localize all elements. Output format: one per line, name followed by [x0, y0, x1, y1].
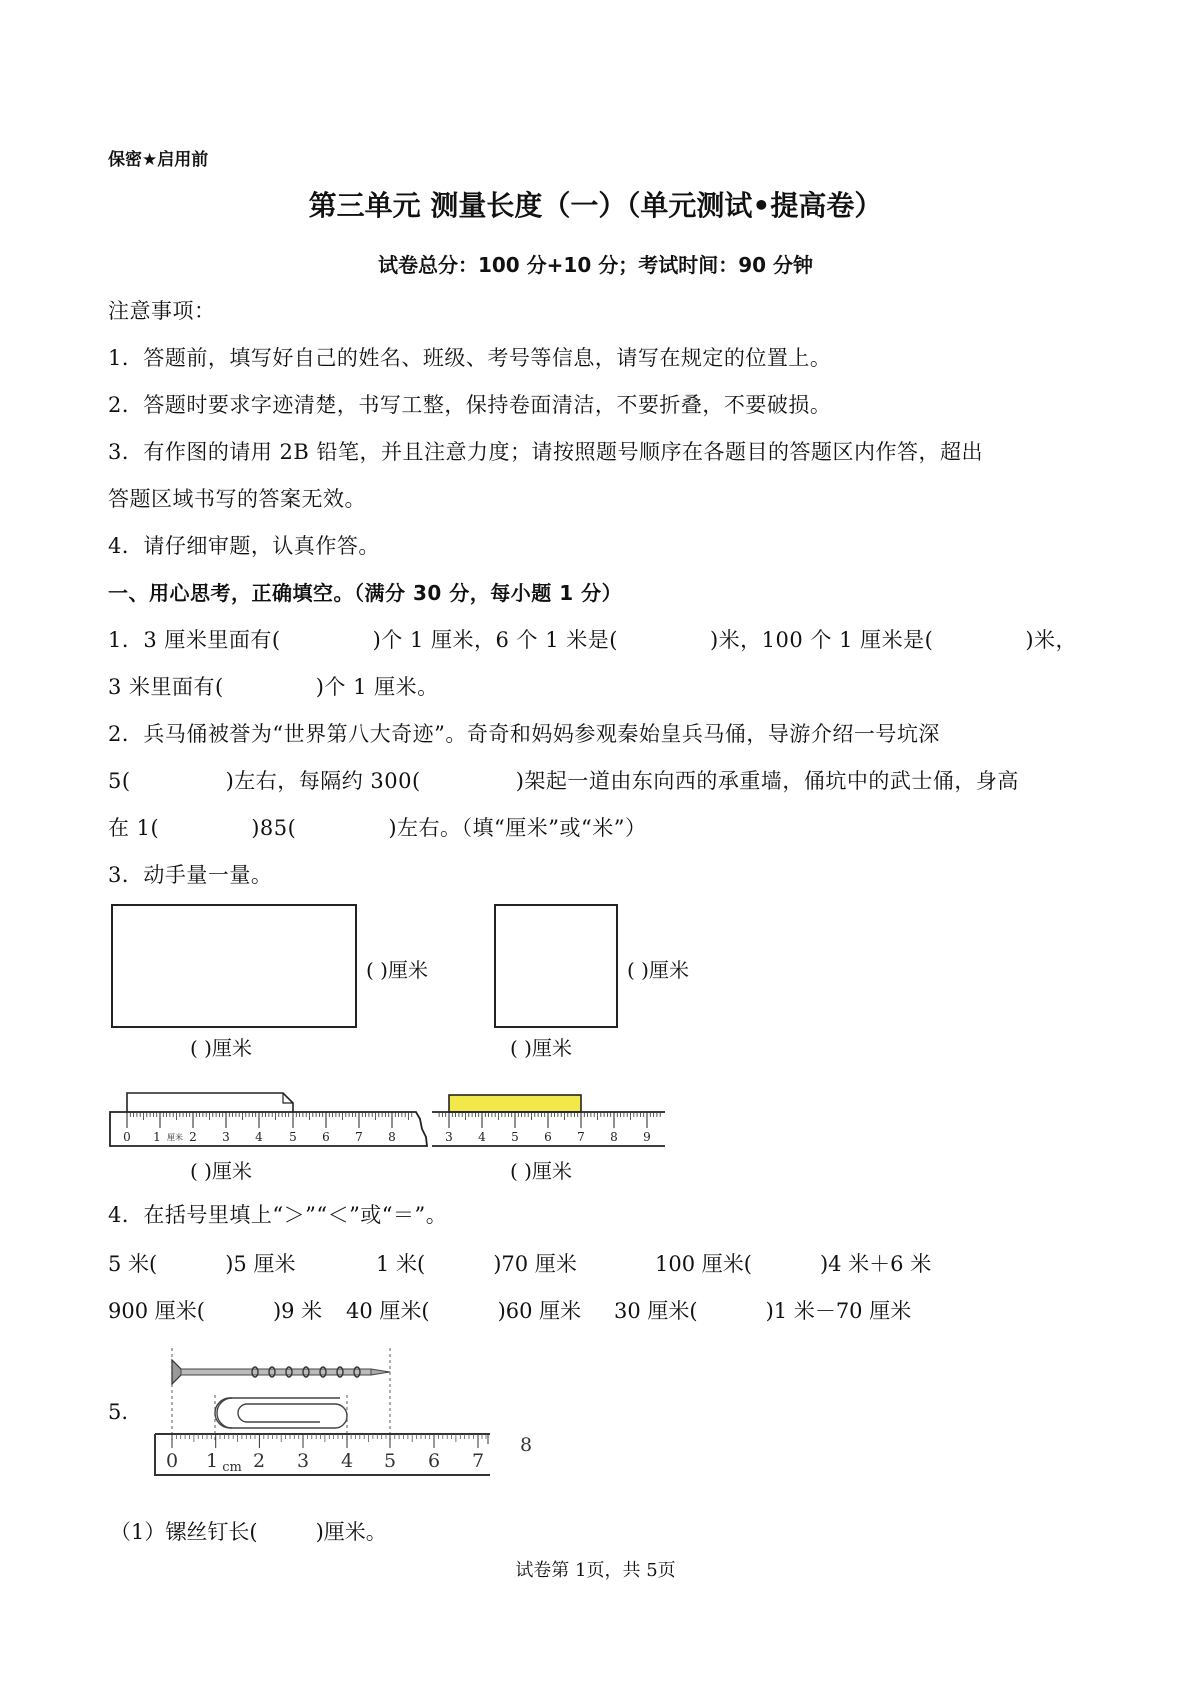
- q2-text-f: )左右。（填“厘米”或“米”）: [388, 816, 647, 840]
- question-1-line-2: [108, 673, 439, 701]
- ruler-2-answer[interactable]: ( )厘米: [510, 1159, 572, 1183]
- ruler-3-tick-7: 7: [471, 1450, 485, 1472]
- screw-nail-icon: [172, 1360, 390, 1384]
- q4-item-6: 30 厘米( )1 米－70 厘米: [614, 1299, 912, 1323]
- ruler-2-tick-8: 8: [610, 1130, 618, 1144]
- ruler-3-unit: cm: [222, 1460, 242, 1475]
- q1-text-c: )米，100 个 1 厘米是(: [709, 628, 934, 652]
- page-number: 试卷第 1页，共 5页: [515, 1560, 676, 1581]
- rect-width-answer[interactable]: ( )厘米: [190, 1036, 252, 1060]
- ruler-1-tick-6: 6: [322, 1130, 330, 1144]
- note-item-1: 1．答题前，填写好自己的姓名、班级、考号等信息，请写在规定的位置上。: [108, 346, 832, 370]
- q1-text-d: )米，: [1025, 628, 1078, 652]
- q1-text-e: 3 米里面有(: [108, 675, 224, 699]
- notes-heading: 注意事项：: [108, 299, 216, 323]
- q4-item-2: 1 米( )70 厘米: [376, 1252, 577, 1276]
- ruler-1-answer[interactable]: ( )厘米: [190, 1159, 252, 1183]
- nail-and-paperclip-diagram: [150, 1340, 540, 1485]
- ruler-3-tick-3: 3: [296, 1450, 310, 1472]
- ruler-3-tick-8-label: 8: [520, 1434, 533, 1456]
- ruler-1-tick-8: 8: [388, 1130, 396, 1144]
- q4-item-4: 900 厘米( )9 米: [108, 1299, 323, 1323]
- q1-text-b: )个 1 厘米，6 个 1 米是(: [372, 628, 618, 652]
- ruler-1-tick-5: 5: [289, 1130, 297, 1144]
- square-height-answer[interactable]: ( )厘米: [627, 958, 689, 982]
- ruler-2-tick-6: 6: [544, 1130, 552, 1144]
- q4-item-3: 100 厘米( )4 米＋6 米: [655, 1252, 932, 1276]
- question-1-line-1: [108, 626, 1077, 654]
- ruler-3-tick-2: 2: [252, 1450, 266, 1472]
- q4-item-5: 40 厘米( )60 厘米: [346, 1299, 582, 1323]
- q2-text-e: )85(: [251, 816, 297, 840]
- rect-height-answer[interactable]: ( )厘米: [366, 958, 428, 982]
- note-item-4: 4．请仔细审题，认真作答。: [108, 534, 380, 558]
- question-3-prompt: 3．动手量一量。: [108, 863, 273, 887]
- q1-text-f: )个 1 厘米。: [315, 675, 439, 699]
- ruler-1-unit: 厘米: [167, 1133, 183, 1142]
- ruler-1-tick-3: 3: [222, 1130, 230, 1144]
- q2-text-d: 在 1(: [108, 816, 160, 840]
- paperclip-icon: [215, 1398, 347, 1428]
- question-4-prompt: 4．在括号里填上“＞”“＜”或“＝”。: [108, 1203, 448, 1227]
- ruler-3-tick-4: 4: [340, 1450, 354, 1472]
- q2-text-b: )左右，每隔约 300(: [225, 769, 421, 793]
- square-width-answer[interactable]: ( )厘米: [510, 1036, 572, 1060]
- ruler-2-tick-7: 7: [577, 1130, 585, 1144]
- ruler-1-tick-2: 2: [189, 1130, 197, 1144]
- note-item-3-cont: 答题区域书写的答案无效。: [108, 487, 366, 511]
- ruler-2-tick-3: 3: [445, 1130, 453, 1144]
- rectangle-shape: [111, 904, 357, 1028]
- question-5-number: 5.: [108, 1400, 129, 1424]
- q1-text-a: 1．3 厘米里面有(: [108, 628, 281, 652]
- ruler-2-diagram: [430, 1085, 675, 1155]
- q2-text-a: 5(: [108, 769, 131, 793]
- question-2-line-3: [108, 814, 646, 842]
- ruler-3-tick-1: 1: [205, 1450, 219, 1472]
- ruler-1-tick-1: 1: [153, 1130, 161, 1144]
- question-2-line-2: [108, 767, 1019, 795]
- q5-sub-1: （1）镙丝钉长( )厘米。: [110, 1520, 387, 1544]
- note-item-2: 2．答题时要求字迹清楚，书写工整，保持卷面清洁，不要折叠，不要破损。: [108, 393, 832, 417]
- ruler-3-tick-0: 0: [165, 1450, 179, 1472]
- note-item-3: 3．有作图的请用 2B 铅笔，并且注意力度；请按照题号顺序在各题目的答题区内作答，超出: [108, 440, 984, 464]
- ruler-2-tick-5: 5: [511, 1130, 519, 1144]
- page-title: 第三单元 测量长度（一）（单元测试•提高卷）: [308, 189, 883, 222]
- section-1-heading: 一、用心思考，正确填空。（满分 30 分，每小题 1 分）: [108, 581, 623, 605]
- ruler-3-tick-6: 6: [427, 1450, 441, 1472]
- q2-text-c: )架起一道由东向西的承重墙，俑坑中的武士俑，身高: [515, 769, 1019, 793]
- ruler-2-tick-4: 4: [478, 1130, 486, 1144]
- yellow-bar: [449, 1095, 581, 1112]
- ruler-1-diagram: [100, 1085, 435, 1155]
- square-shape: [494, 904, 618, 1028]
- ruler-2-tick-9: 9: [643, 1130, 651, 1144]
- confidential-label: 保密★启用前: [108, 150, 209, 170]
- ruler-1-tick-0: 0: [123, 1130, 131, 1144]
- ruler-3-tick-5: 5: [383, 1450, 397, 1472]
- page-subtitle: 试卷总分：100 分+10 分；考试时间：90 分钟: [377, 253, 814, 277]
- ruler-1-tick-7: 7: [355, 1130, 363, 1144]
- question-2-line-1: 2．兵马俑被誉为“世界第八大奇迹”。奇奇和妈妈参观秦始皇兵马俑，导游介绍一号坑深: [108, 722, 940, 746]
- q4-item-1: 5 米( )5 厘米: [108, 1252, 296, 1276]
- ruler-1-tick-4: 4: [255, 1130, 263, 1144]
